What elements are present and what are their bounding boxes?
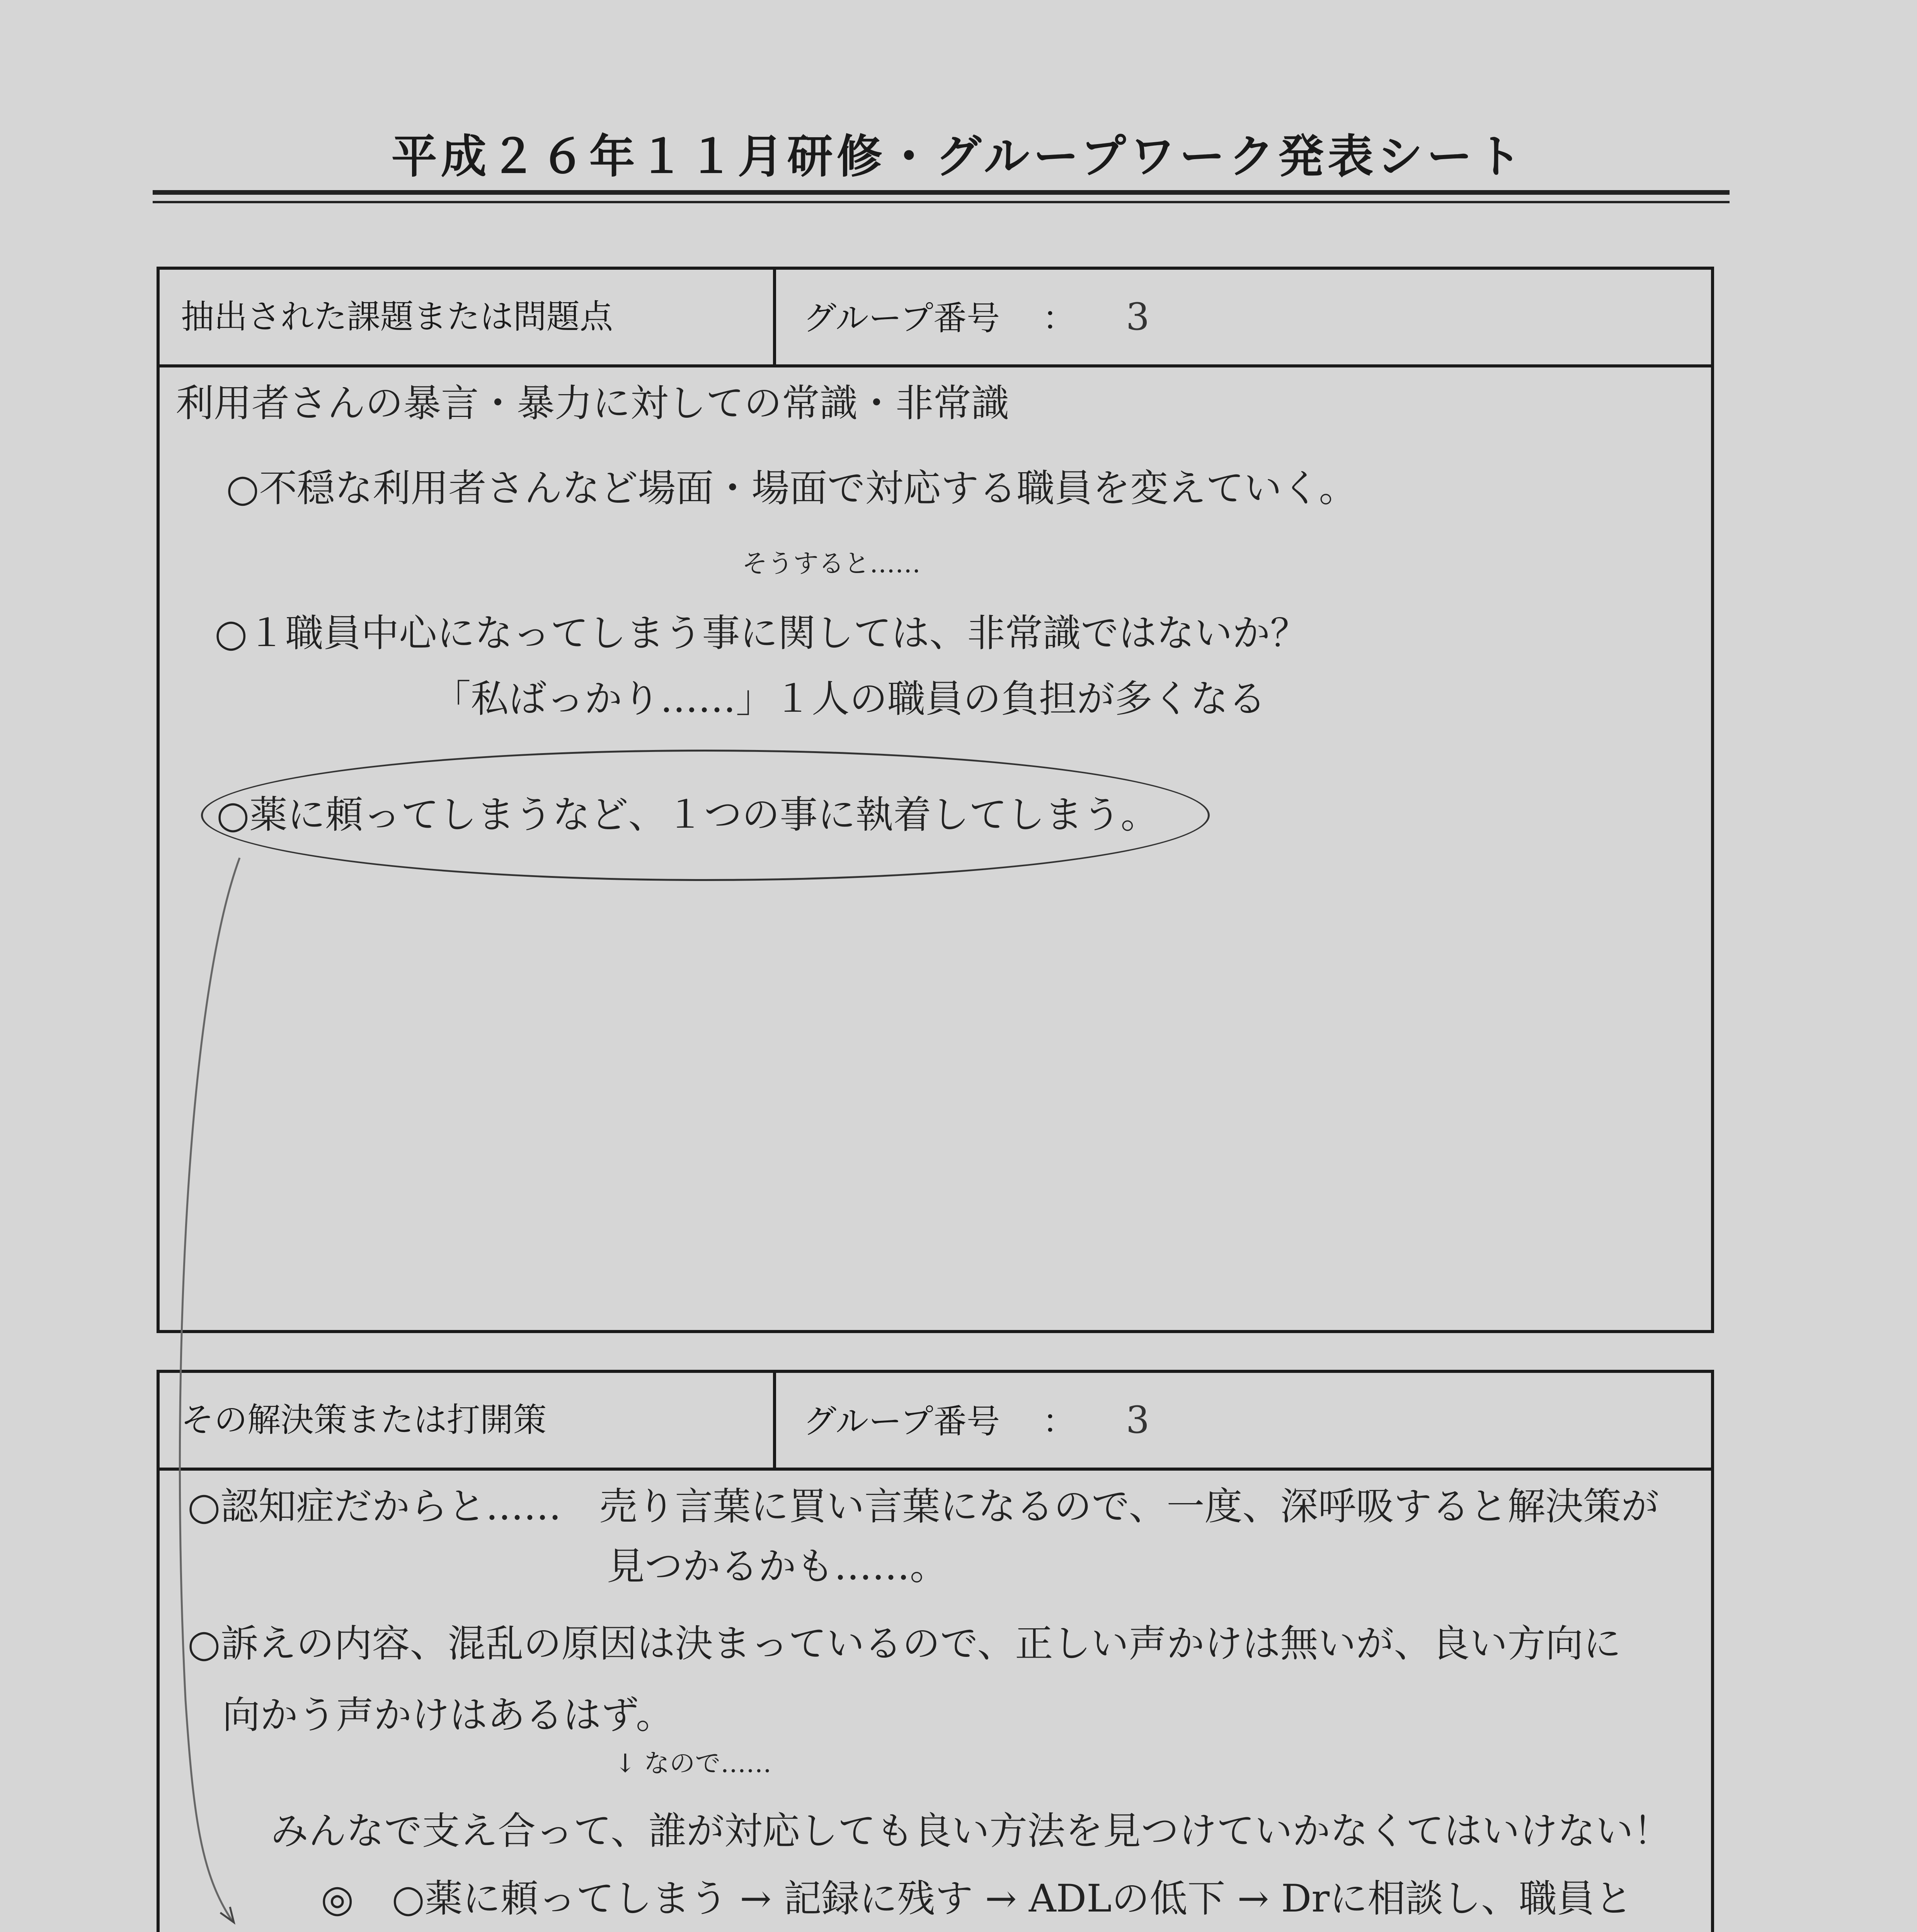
group-number-separator: ： [1042, 299, 1076, 338]
solution-line: 向かう声かけはあるはず。 [222, 1693, 674, 1737]
group-number-label: グループ番号 [803, 1402, 1000, 1441]
solution-group-field [776, 1373, 1711, 1468]
solution-header [160, 1373, 1711, 1471]
group-number-value: 3 [1126, 1398, 1150, 1442]
title-rule-thin [153, 201, 1730, 203]
solution-line: ○認知症だからと…… 売り言葉に買い言葉になるので、一度、深呼吸すると解決策が [187, 1485, 1659, 1529]
problem-header [160, 270, 1711, 367]
solution-line: ↓ なので…… [615, 1748, 772, 1778]
solution-line: みんなで支え合って、誰が対応しても良い方法を見つけていかなくてはいけない！ [271, 1809, 1672, 1853]
solution-header-label: その解決策または打開策 [160, 1373, 776, 1468]
problem-group-field [776, 270, 1711, 364]
group-number-separator: ： [1042, 1402, 1076, 1441]
solution-line: 見つかるかも……。 [607, 1544, 948, 1588]
problem-line: ○薬に頼ってしまうなど、１つの事に執着してしまう。 [216, 793, 1159, 837]
title-rule [153, 190, 1730, 195]
solution-line: ○訴えの内容、混乱の原因は決まっているので、正しい声かけは無いが、良い方向に [187, 1622, 1621, 1666]
arrow-curve [162, 850, 325, 1932]
page-title: 平成２６年１１月研修・グループワーク発表シート [391, 130, 1526, 183]
group-number-value: 3 [1126, 295, 1150, 338]
solution-line: ◎ ○薬に頼ってしまう → 記録に残す → ADLの低下 → Drに相談し、職員と [321, 1877, 1633, 1921]
problem-header-label: 抽出された課題または問題点 [160, 270, 776, 364]
problem-line: 「私ばっかり……」１人の職員の負担が多くなる [433, 677, 1267, 721]
problem-line: 利用者さんの暴言・暴力に対しての常識・非常識 [176, 381, 1010, 425]
problem-line: ○不穏な利用者さんなど場面・場面で対応する職員を変えていく。 [226, 466, 1357, 510]
group-number-label: グループ番号 [803, 299, 1000, 338]
problem-line: そうすると…… [742, 549, 921, 578]
problem-line: ○１職員中心になってしまう事に関しては、非常識ではないか？ [215, 611, 1308, 655]
